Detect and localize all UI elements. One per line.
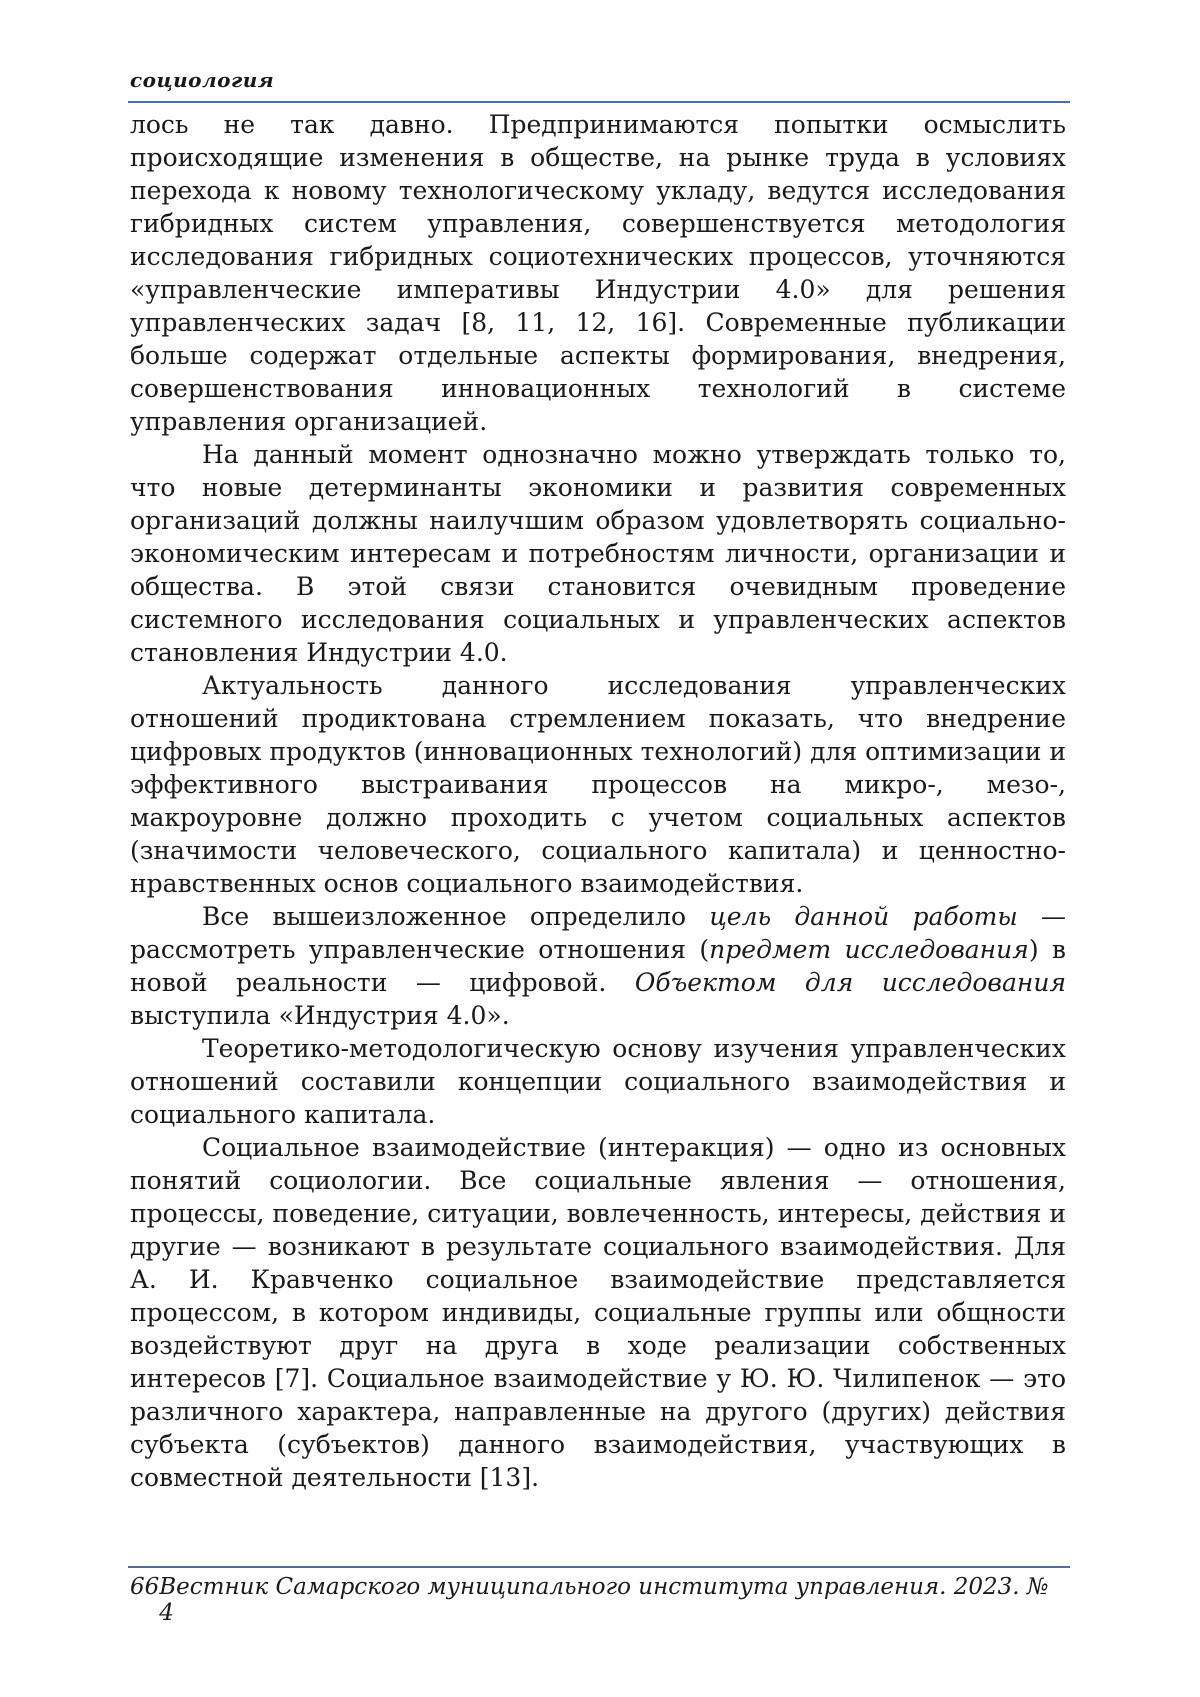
paragraph-2: На данный момент однозначно можно утверждать только то, что новые детерминанты экономики и развития современных организаций должны наилучшим образом удовлетворять социально-экономическим интересам и потребностям личности, организации и общества. В этой связи становится очевидным проведение системного исследования социальных и управленческих аспектов становления Индустрии 4.0.: [130, 438, 1066, 669]
paragraph-4-emphasis-object: Объектом для исследования: [635, 968, 1066, 997]
paragraph-5: Теоретико-методологическую основу изучения управленческих отношений составили концепции социального взаимодействия и социального капитала.: [130, 1032, 1066, 1131]
page-number: 66: [130, 1574, 159, 1626]
running-head-section: социология: [130, 68, 274, 92]
paragraph-1: лось не так давно. Предпринимаются попытки осмыслить происходящие изменения в обществе, на рынке труда в условиях перехода к новому технологическому укладу, ведутся исследования гибридных систем управления, совершенствуется методология исследования гибридных социотехнических процессов, уточняются «управленческие императивы Индустрии 4.0» для решения управленческих задач [8, 11, 12, 16]. Современные публикации больше содержат отдельные аспекты формирования, внедрения, совершенствования инновационных технологий в системе управления организацией.: [130, 108, 1066, 438]
footer-rule: [128, 1566, 1070, 1568]
paragraph-4-emphasis-goal: цель данной работы: [709, 902, 1017, 931]
paragraph-4: [130, 900, 1066, 1032]
page-footer: [130, 1574, 1066, 1626]
paragraph-3: Актуальность данного исследования управленческих отношений продиктована стремлением показать, что внедрение цифровых продуктов (инновационных технологий) для оптимизации и эффективного выстраивания процессов на микро-, мезо-, макроуровне должно проходить с учетом социальных аспектов (значимости человеческого, социального капитала) и ценностно-нравственных основ социального взаимодействия.: [130, 669, 1066, 900]
header-rule: [128, 101, 1070, 103]
paragraph-4-emphasis-subject: предмет исследования: [709, 935, 1029, 964]
article-body: [130, 108, 1066, 1494]
paragraph-4-text: выступила «Индустрия 4.0».: [130, 1001, 510, 1030]
paragraph-4-text: — рассмотреть управленческие отношения (: [130, 902, 1066, 964]
paragraph-4-text: Все вышеизложенное определило: [202, 902, 709, 931]
journal-title: Вестник Самарского муниципального института управления. 2023. № 4: [159, 1574, 1066, 1626]
paragraph-4-text: ) в новой реальности — цифровой.: [130, 935, 1066, 997]
paragraph-6: Социальное взаимодействие (интеракция) — одно из основных понятий социологии. Все социальные явления — отношения, процессы, поведение, ситуации, вовлеченность, интересы, действия и другие — возникают в результате социального взаимодействия. Для А. И. Кравченко социальное взаимодействие представляется процессом, в котором индивиды, социальные группы или общности воздействуют друг на друга в ходе реализации собственных интересов [7]. Социальное взаимодействие у Ю. Ю. Чилипенок — это различного характера, направленные на другого (других) действия субъекта (субъектов) данного взаимодействия, участвующих в совместной деятельности [13].: [130, 1131, 1066, 1494]
